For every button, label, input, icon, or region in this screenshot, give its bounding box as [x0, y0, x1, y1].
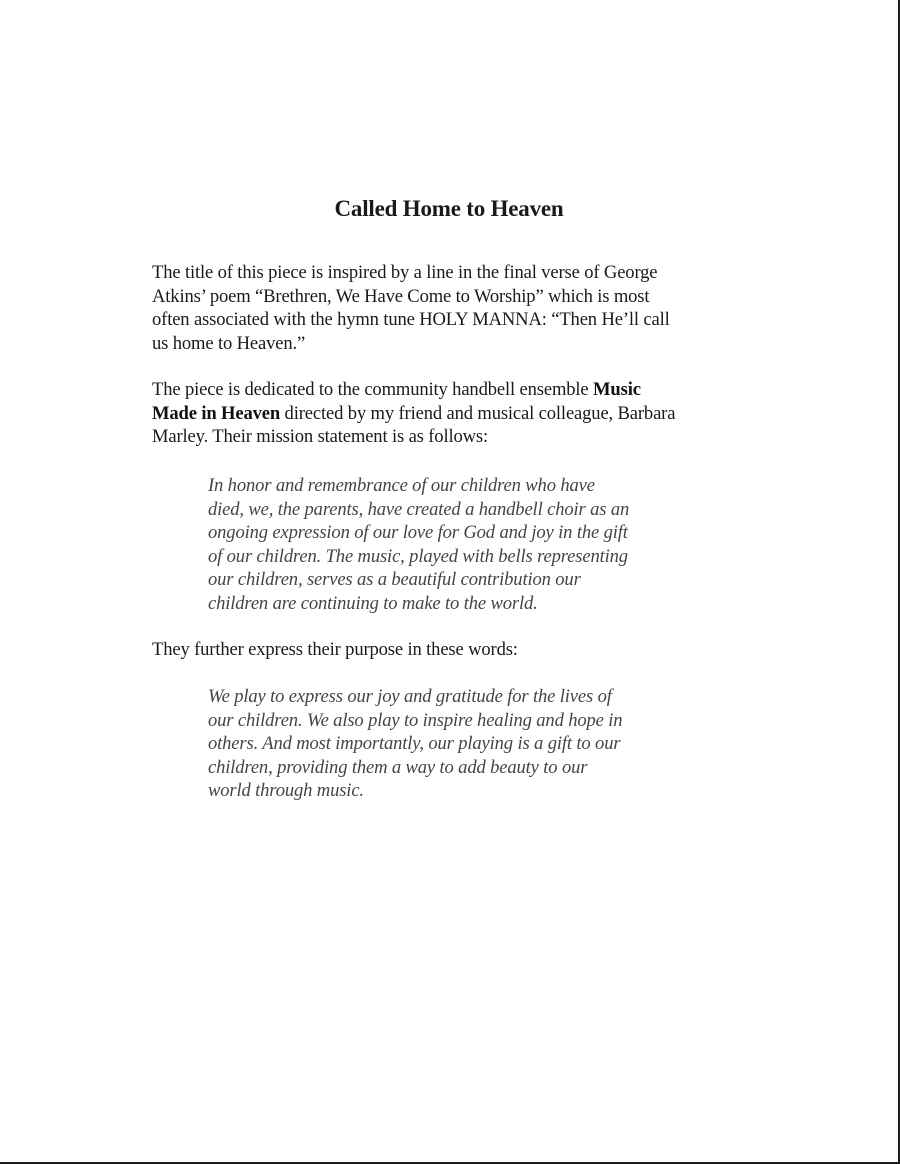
quote-line: children, providing them a way to add beauty to our	[208, 756, 588, 778]
dedication-text: The piece is dedicated to the community handbell ensemble	[152, 379, 594, 400]
intro-paragraph	[152, 261, 752, 355]
quote-line: world through music.	[208, 780, 364, 801]
quote-line: our children. We also play to inspire healing and hope in	[208, 709, 623, 731]
quote-line: We play to express our joy and gratitude for the lives of	[208, 686, 612, 707]
intro-line: us home to Heaven.”	[152, 332, 306, 354]
ensemble-name-part1: Music	[593, 379, 641, 400]
quote-line: others. And most importantly, our playing is a gift to our	[208, 733, 621, 754]
page-title: Called Home to Heaven	[334, 196, 564, 221]
purpose-paragraph: They further express their purpose in these words:	[152, 639, 518, 660]
quote-line: ongoing expression of our love for God and joy in the gift	[208, 522, 628, 543]
dedication-text: directed by my friend and musical colleague, Barbara	[280, 402, 676, 424]
intro-line: often associated with the hymn tune HOLY MANNA: “Then He’ll call	[152, 309, 670, 331]
dedication-line	[152, 402, 752, 426]
quote-line: our children, serves as a beautiful contribution our	[208, 569, 581, 590]
ensemble-name-part2: Made in Heaven	[152, 402, 281, 424]
quote-line: of our children. The music, played with bells representing	[208, 545, 628, 567]
dedication-line	[152, 378, 752, 402]
mission-statement-quote	[208, 474, 708, 615]
quote-line: In honor and remembrance of our children who have	[208, 475, 595, 496]
intro-line: The title of this piece is inspired by a line in the final verse of George	[152, 262, 658, 283]
quote-line: children are continuing to make to the world.	[208, 592, 538, 614]
intro-line: Atkins’ poem “Brethren, We Have Come to Worship” which is most	[152, 285, 650, 307]
dedication-line: Marley. Their mission statement is as follows:	[152, 426, 489, 448]
dedication-paragraph	[152, 378, 752, 449]
purpose-quote	[208, 685, 708, 803]
quote-line: died, we, the parents, have created a handbell choir as an	[208, 498, 630, 520]
